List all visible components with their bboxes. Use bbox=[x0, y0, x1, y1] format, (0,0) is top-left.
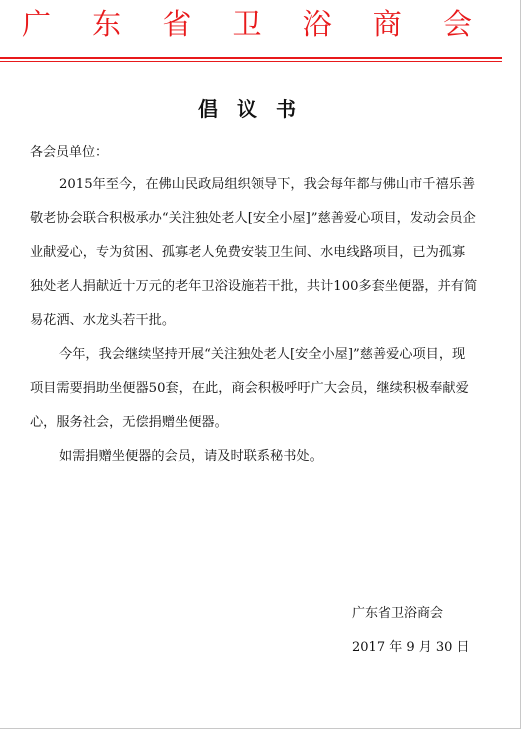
letterhead-rule-thin bbox=[0, 61, 502, 62]
letterhead-char: 省 bbox=[162, 7, 192, 41]
signature-block bbox=[352, 597, 470, 665]
body-paragraph: 2015年至今，在佛山民政局组织领导下，我会每年都与佛山市千禧乐善敬老协会联合积极承办“关注独处老人[安全小屋]”慈善爱心项目，发动会员企业献爱心，专为贫困、孤寡老人免费安装卫生间、水电线路项目，已为孤寡独处老人捐献近十万元的老年卫浴设施若干批，共计100多套坐便器，并有简易花洒、水龙头若干批。 bbox=[30, 177, 478, 328]
document-body bbox=[30, 168, 478, 474]
letterhead-char: 浴 bbox=[302, 7, 332, 41]
letterhead bbox=[22, 2, 472, 46]
document-title: 倡 议 书 bbox=[198, 97, 302, 121]
letterhead-char: 会 bbox=[442, 7, 472, 41]
signature-organization: 广东省卫浴商会 bbox=[352, 606, 444, 621]
signature-date: 2017 年 9 月 30 日 bbox=[352, 640, 470, 655]
letterhead-char: 卫 bbox=[232, 7, 262, 41]
letterhead-char: 商 bbox=[372, 7, 402, 41]
body-paragraph: 今年，我会继续坚持开展“关注独处老人[安全小屋]”慈善爱心项目，现项目需要捐助坐便器50套，在此，商会积极呼吁广大会员，继续积极奉献爱心，服务社会，无偿捐赠坐便器。 bbox=[30, 347, 469, 430]
letterhead-char: 广 bbox=[22, 7, 52, 41]
salutation: 各会员单位： bbox=[30, 145, 109, 160]
letterhead-rule bbox=[0, 57, 502, 59]
body-paragraph: 如需捐赠坐便器的会员，请及时联系秘书处。 bbox=[59, 449, 323, 464]
letterhead-char: 东 bbox=[92, 7, 122, 41]
